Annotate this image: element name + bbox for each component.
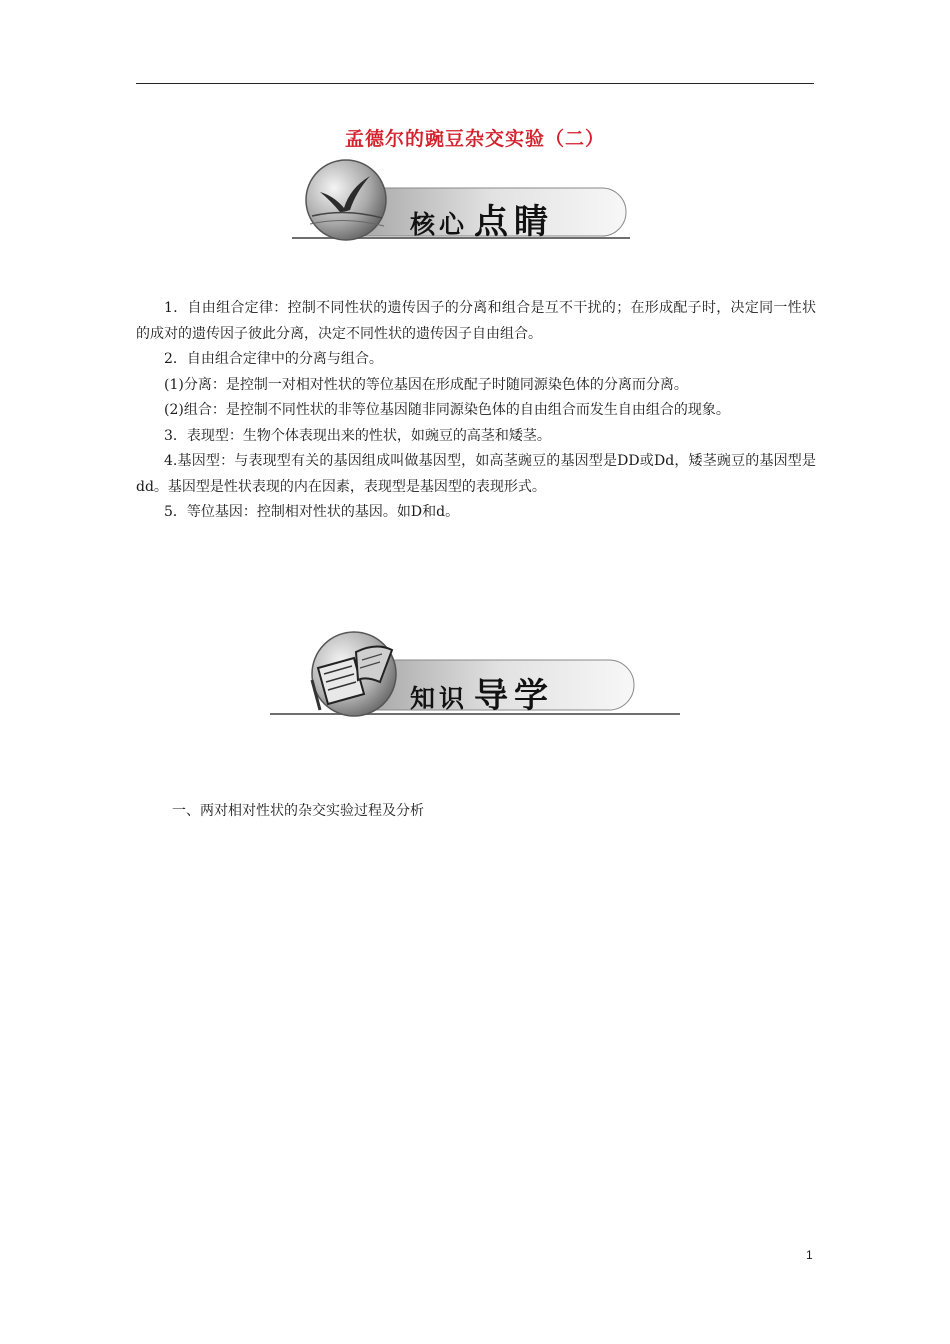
page-number: 1 bbox=[806, 1248, 813, 1262]
paragraph-1: 1．自由组合定律：控制不同性状的遗传因子的分离和组合是互不干扰的；在形成配子时，决定同一性状的成对的遗传因子彼此分离，决定不同性状的遗传因子自由组合。 bbox=[136, 300, 816, 342]
header-rule bbox=[136, 83, 814, 84]
section-heading: 一、两对相对性状的杂交实验过程及分析 bbox=[172, 803, 424, 819]
paragraph-2: 2．自由组合定律中的分离与组合。 bbox=[164, 351, 383, 367]
paragraph-5: 3．表现型：生物个体表现出来的性状，如豌豆的高茎和矮茎。 bbox=[164, 427, 551, 444]
banner-core-big: 点睛 bbox=[474, 202, 555, 242]
document-title: 孟德尔的豌豆杂交实验（二） bbox=[344, 128, 605, 150]
banner-core-small: 核心 bbox=[410, 210, 469, 239]
paragraph-7: 5．等位基因：控制相对性状的基因。如D和d。 bbox=[164, 504, 460, 520]
knowledge-guide-banner bbox=[268, 628, 682, 720]
paragraph-6: 4.基因型：与表现型有关的基因组成叫做基因型，如高茎豌豆的基因型是DD或Dd，矮茎豌豆的基因型是dd。基因型是性状表现的内在因素，表现型是基因型的表现形式。 bbox=[136, 453, 816, 495]
paragraph-3: (1)分离：是控制一对相对性状的等位基因在形成配子时随同源染色体的分离而分离。 bbox=[164, 376, 688, 393]
paragraph-4: (2)组合：是控制不同性状的非等位基因随非同源染色体的自由组合而发生自由组合的现象。 bbox=[164, 402, 730, 418]
body-text bbox=[136, 296, 816, 526]
banner-knowledge-small: 知识 bbox=[410, 684, 469, 713]
banner-knowledge-big: 导学 bbox=[474, 676, 555, 716]
core-points-banner bbox=[290, 158, 635, 244]
